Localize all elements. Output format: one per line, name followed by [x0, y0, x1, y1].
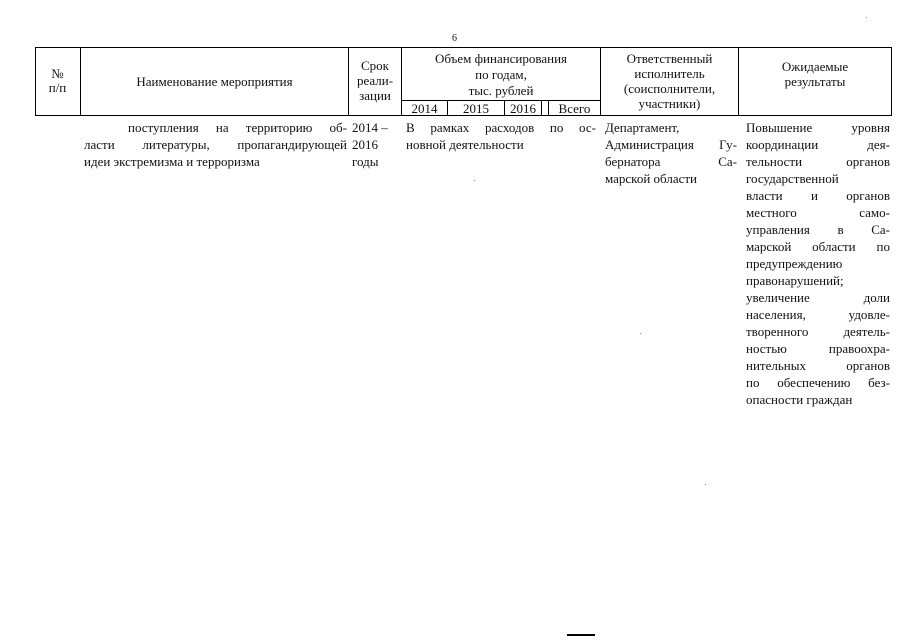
row-term-line: 2014 –	[352, 120, 388, 135]
row-term	[352, 119, 400, 170]
row-exp-line: населения, удовле-	[746, 307, 890, 322]
header-resp-l1: Ответственный	[626, 51, 713, 66]
row-fin-line: В рамках расходов по ос-	[406, 120, 596, 135]
row-exp-line: ностью правоохра-	[746, 341, 890, 356]
footer-rule	[567, 634, 595, 636]
row-name-line: идеи экстремизма и терроризма	[84, 154, 260, 169]
header-num	[35, 67, 80, 95]
row-financing	[406, 119, 596, 153]
row-resp-line: Администрация Гу-	[605, 137, 737, 152]
row-exp-line: государственной	[746, 171, 839, 186]
row-term-line: годы	[352, 154, 379, 169]
row-exp-line: власти и органов	[746, 188, 890, 203]
header-fin-l3: тыс. рублей	[468, 83, 534, 98]
row-exp-line: нительных органов	[746, 358, 890, 373]
row-exp-line: Повышение уровня	[746, 120, 890, 135]
row-resp-line: Департамент,	[605, 120, 680, 135]
row-exp-line: правонарушений;	[746, 273, 844, 288]
header-exp-l2: результаты	[784, 74, 846, 89]
row-exp-line: предупреждению	[746, 256, 843, 271]
header-financing	[402, 51, 600, 99]
scan-speck	[705, 484, 706, 485]
header-resp-l4: участники)	[638, 96, 701, 111]
header-year-2014: 2014	[411, 101, 438, 116]
header-fin-l2: по годам,	[475, 67, 527, 82]
header-year-2016: 2016	[510, 101, 536, 116]
scan-speck	[866, 17, 867, 18]
header-term-l3: зации	[359, 88, 391, 103]
scan-speck	[474, 180, 475, 181]
header-year-2015: 2015	[463, 101, 489, 116]
page-number: 6	[452, 33, 457, 44]
header-responsible	[601, 51, 738, 111]
header-year-total: Всего	[558, 101, 591, 116]
row-exp-line: местного само-	[746, 205, 890, 220]
row-exp-line: увеличение доли	[746, 290, 890, 305]
row-exp-line: марской области по	[746, 239, 890, 254]
scan-speck	[640, 333, 641, 334]
header-resp-l3: (соисполнители,	[623, 81, 716, 96]
row-fin-line: новной деятельности	[406, 137, 524, 152]
row-exp-line: по обеспечению без-	[746, 375, 890, 390]
row-resp-line: бернатора Са-	[605, 154, 737, 169]
row-name-line: ласти литературы, пропагандирующей	[84, 137, 347, 152]
row-exp-line: опасности граждан	[746, 392, 853, 407]
header-term-l1: Срок	[361, 58, 389, 73]
header-num-sub: п/п	[48, 80, 67, 95]
header-term-l2: реали-	[356, 73, 394, 88]
row-term-line: 2016	[352, 137, 378, 152]
row-exp-line: координации дея-	[746, 137, 890, 152]
header-exp-l1: Ожидаемые	[781, 59, 849, 74]
header-fin-l1: Объем финансирования	[434, 51, 568, 66]
header-expected	[739, 59, 891, 89]
row-expected	[746, 119, 890, 408]
header-term	[349, 58, 401, 103]
row-resp-line: марской области	[605, 171, 697, 186]
header-num-sign: №	[51, 66, 64, 81]
row-name-line: поступления на территорию об-	[128, 120, 347, 135]
row-responsible	[605, 119, 737, 187]
row-name	[84, 119, 347, 170]
row-exp-line: творенного деятель-	[746, 324, 890, 339]
header-name: Наименование мероприятия	[136, 74, 293, 89]
table-header	[35, 47, 892, 116]
row-exp-line: тельности органов	[746, 154, 890, 169]
row-exp-line: управления в Са-	[746, 222, 890, 237]
header-resp-l2: исполнитель	[634, 66, 705, 81]
